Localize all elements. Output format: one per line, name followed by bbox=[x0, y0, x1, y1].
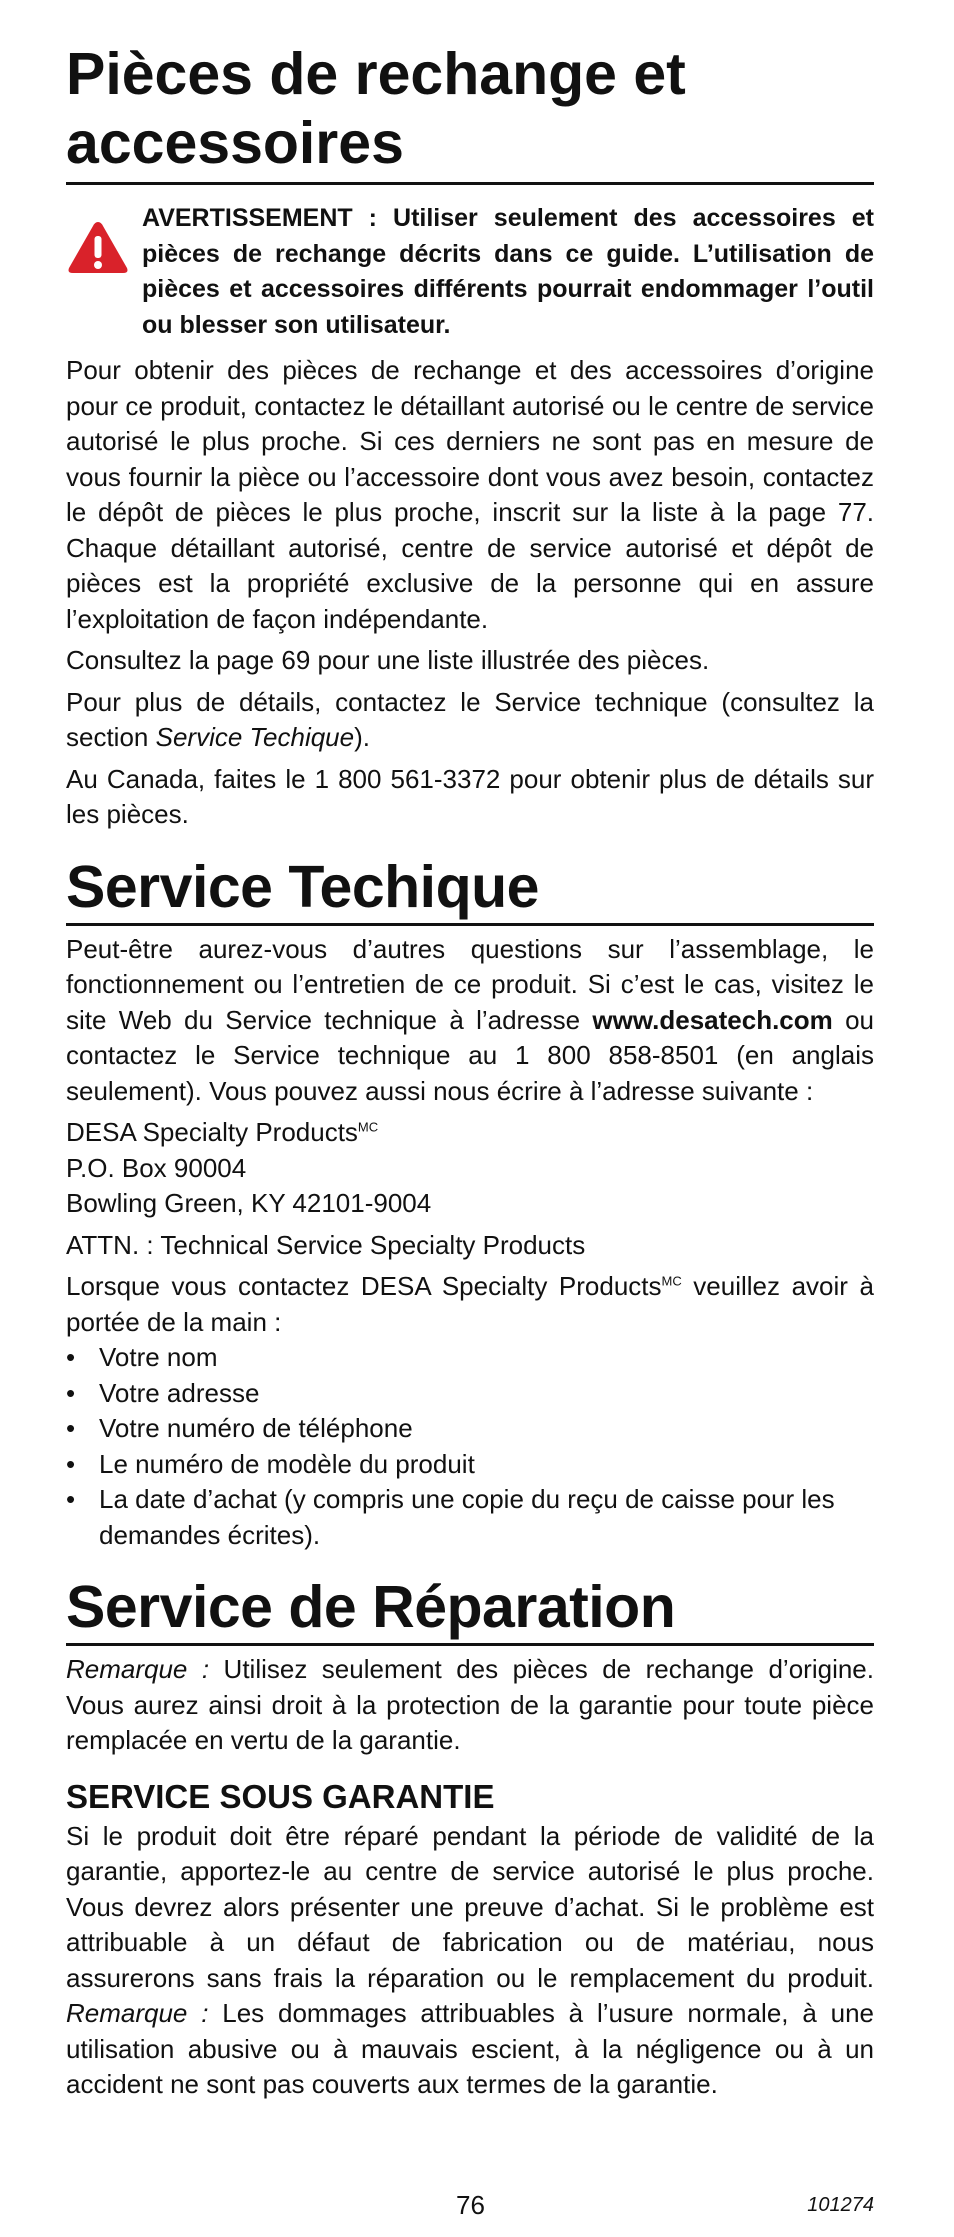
warranty-text-end: Les dommages attribuables à l’usure normale, à une utilisation abusive ou à mauvais escient, à la négligence ou à un accident ne sont pas couverts aux termes de la garantie. bbox=[66, 1998, 874, 2099]
parts-paragraph-3-end: ). bbox=[354, 722, 370, 752]
technical-service-section bbox=[66, 855, 874, 1554]
list-item bbox=[66, 1411, 874, 1447]
section-title-repair-service: Service de Réparation bbox=[66, 1575, 874, 1646]
address-company: DESA Specialty Products bbox=[66, 1117, 358, 1147]
warranty-text: Si le produit doit être réparé pendant la période de validité de la garantie, apportez-le au centre de service autorisé le plus proche. Vous devrez alors présenter une preuve d’achat. Si le problème est attribuable à un défaut de fabrication ou de matériau, nous assurerons sans frais la réparation ou le remplacement du produit. bbox=[66, 1820, 874, 1993]
section-title-parts-line1: Pièces de rechange et bbox=[66, 41, 686, 107]
list-item-text: Votre numéro de téléphone bbox=[99, 1413, 413, 1443]
website-link[interactable]: www.desatech.com bbox=[592, 1004, 833, 1035]
list-item bbox=[66, 1340, 874, 1376]
trademark-sup: MC bbox=[357, 1119, 379, 1135]
bullet: • bbox=[66, 1342, 76, 1372]
warning-triangle-icon bbox=[66, 201, 142, 343]
repair-note-paragraph bbox=[66, 1652, 874, 1759]
warning-block bbox=[66, 201, 874, 343]
bullet: • bbox=[66, 1484, 76, 1514]
parts-paragraph-2: Consultez la page 69 pour une liste illustrée des pièces. bbox=[66, 645, 710, 675]
list-item-text: Votre adresse bbox=[99, 1377, 260, 1408]
technical-service-text: Peut-être aurez-vous d’autres questions sur l’assemblage, le fonctionnement ou l’entretien de ce produit. Si c’est le cas, visitez le site Web du Service technique à l’adresse bbox=[66, 933, 874, 1035]
list-item bbox=[66, 1376, 874, 1412]
address-attn: ATTN. : Technical Service Specialty Products bbox=[66, 1229, 586, 1260]
address-line-3: Bowling Green, KY 42101-9004 bbox=[66, 1188, 432, 1218]
section-reference-link: Service Techique bbox=[155, 722, 355, 752]
parts-paragraph-3-text: Pour plus de détails, contactez le Service technique (consultez la section bbox=[66, 686, 874, 752]
list-item-text: La date d’achat (y compris une copie du reçu de caisse pour les demandes écrites). bbox=[99, 1484, 835, 1550]
bullet: • bbox=[66, 1377, 76, 1408]
bullet: • bbox=[66, 1448, 76, 1479]
bullet: • bbox=[66, 1413, 76, 1443]
technical-service-paragraph bbox=[66, 932, 874, 1110]
list-item-text: Le numéro de modèle du produit bbox=[99, 1448, 475, 1479]
contact-info-text-end: veuillez avoir à portée de la main : bbox=[66, 1271, 874, 1337]
section-title-technical-service: Service Techique bbox=[66, 855, 874, 926]
contact-info-paragraph bbox=[66, 1269, 874, 1340]
contact-checklist bbox=[66, 1340, 874, 1553]
page-footer bbox=[66, 2190, 874, 2230]
technical-service-text-end: ou contactez le Service technique au 1 800 858-8501 (en anglais seulement). Vous pouvez aussi nous écrire à l’adresse suivante : bbox=[66, 1004, 874, 1106]
note-label: Remarque : bbox=[66, 1654, 210, 1684]
note-text: Utilisez seulement des pièces de rechange d’origine. Vous aurez ainsi droit à la protection de la garantie pour toute pièce remplacée en vertu de la garantie. bbox=[66, 1654, 874, 1755]
list-item bbox=[66, 1447, 874, 1483]
address-line-1 bbox=[66, 1115, 874, 1151]
document-number: 101274 bbox=[807, 2194, 874, 2216]
note-label: Remarque : bbox=[66, 1998, 209, 2028]
page-content bbox=[66, 40, 874, 2109]
repair-service-section bbox=[66, 1575, 874, 2103]
trademark-sup: MC bbox=[661, 1273, 682, 1289]
contact-info-text: Lorsque vous contactez DESA Specialty Products bbox=[66, 1271, 662, 1301]
warning-text: AVERTISSEMENT : Utiliser seulement des accessoires et pièces de rechange décrits dans ce guide. L’utilisation de pièces et accessoires différents pourrait endommager l’outil ou blesser son utilisateur. bbox=[142, 204, 874, 339]
list-item bbox=[66, 1482, 874, 1553]
list-item-text: Votre nom bbox=[99, 1342, 218, 1372]
address-line-2: P.O. Box 90004 bbox=[66, 1152, 247, 1183]
warranty-paragraph bbox=[66, 1819, 874, 2103]
section-title-parts bbox=[66, 40, 874, 185]
page-number: 76 bbox=[456, 2190, 485, 2220]
section-title-parts-line2: accessoires bbox=[66, 110, 404, 176]
mailing-address bbox=[66, 1115, 874, 1263]
parts-paragraph-4: Au Canada, faites le 1 800 561-3372 pour obtenir plus de détails sur les pièces. bbox=[66, 763, 874, 829]
warranty-subtitle: SERVICE SOUS GARANTIE bbox=[66, 1777, 495, 1815]
parts-paragraph-3 bbox=[66, 685, 874, 756]
parts-paragraph-1: Pour obtenir des pièces de rechange et des accessoires d’origine pour ce produit, contactez le détaillant autorisé ou le centre de service autorisé le plus proche. Si ces derniers ne sont pas en mesure de vous fournir la pièce ou l’accessoire dont vous avez besoin, contactez le dépôt de pièces le plus proche, inscrit sur la liste à la page 77. Chaque détaillant autorisé, centre de service autorisé et dépôt de pièces est la propriété exclusive de la personne qui en assure l’exploitation de façon indépendante. bbox=[66, 355, 874, 634]
